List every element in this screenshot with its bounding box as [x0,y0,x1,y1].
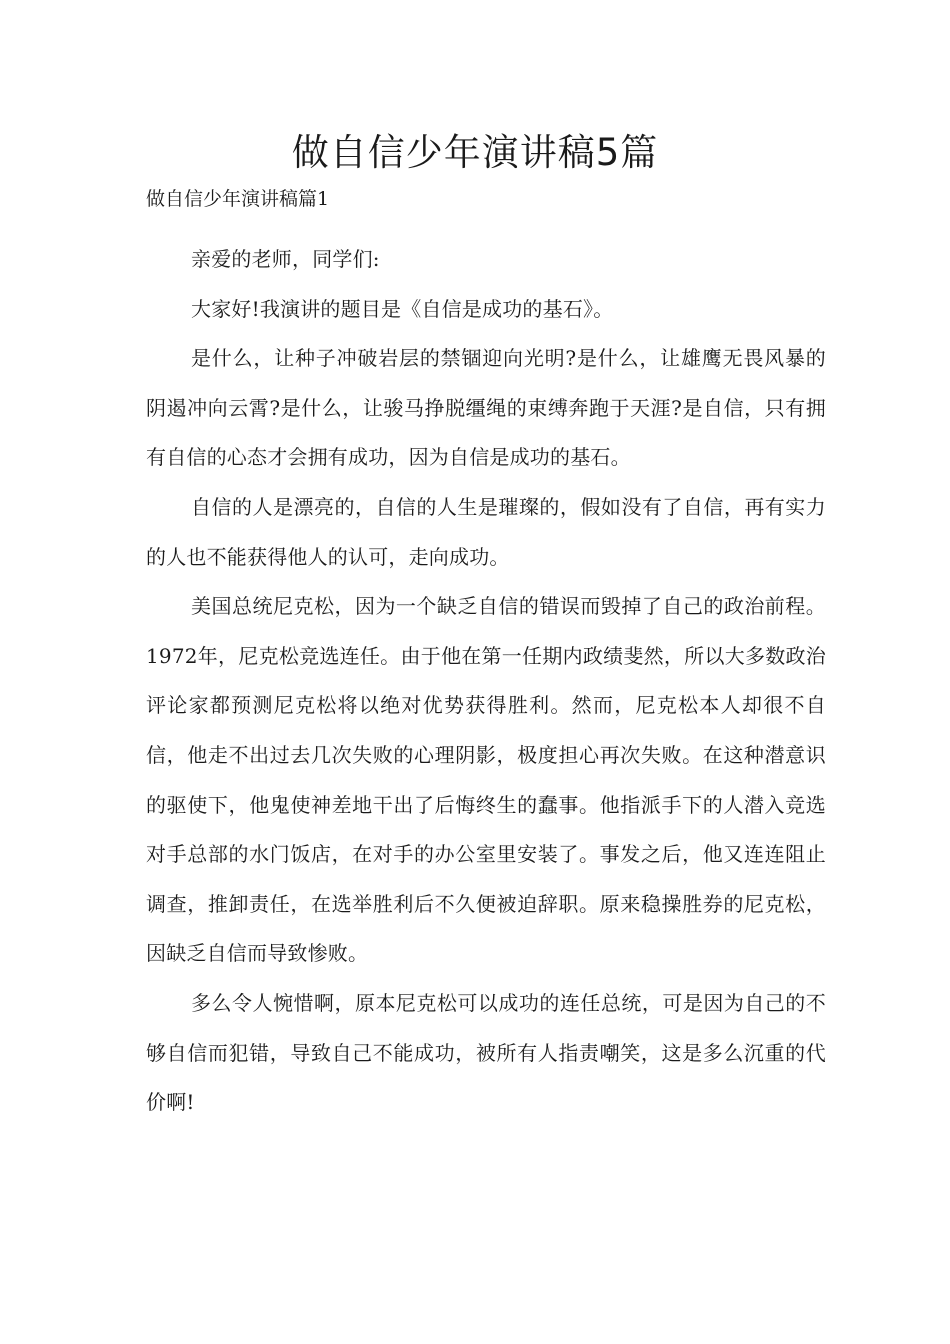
paragraph-confidence: 自信的人是漂亮的，自信的人生是璀璨的，假如没有了自信，再有实力的人也不能获得他人的认可，走向成功。 [146,494,826,569]
paragraph-intro: 大家好!我演讲的题目是《自信是成功的基石》。 [191,296,614,321]
paragraph-nixon-story: 美国总统尼克松，因为一个缺乏自信的错误而毁掉了自己的政治前程。1972年，尼克松竞选连任。由于他在第一任期内政绩斐然，所以大多数政治评论家都预测尼克松将以绝对优势获得胜利。然而，尼克松本人却很不自信，他走不出过去几次失败的心理阴影，极度担心再次失败。在这种潜意识的驱使下，他鬼使神差地干出了后悔终生的蠢事。他指派手下的人潜入竞选对手总部的水门饭店，在对手的办公室里安装了。事发之后，他又连连阻止调查，推卸责任，在选举胜利后不久便被迫辞职。原来稳操胜券的尼克松，因缺乏自信而导致惨败。 [146,594,826,966]
document-body [146,235,826,1128]
paragraph-greeting: 亲爱的老师，同学们: [191,247,380,271]
section-heading: 做自信少年演讲稿篇1 [146,188,330,210]
document-title: 做自信少年演讲稿5篇 [291,131,659,174]
paragraph-conclusion: 多么令人惋惜啊，原本尼克松可以成功的连任总统，可是因为自己的不够自信而犯错，导致自己不能成功，被所有人指责嘲笑，这是多么沉重的代价啊! [146,990,826,1115]
paragraph-question: 是什么，让种子冲破岩层的禁锢迎向光明?是什么，让雄鹰无畏风暴的阴遏冲向云霄?是什么，让骏马挣脱缰绳的束缚奔跑于天涯?是自信，只有拥有自信的心态才会拥有成功，因为自信是成功的基石。 [146,346,826,470]
